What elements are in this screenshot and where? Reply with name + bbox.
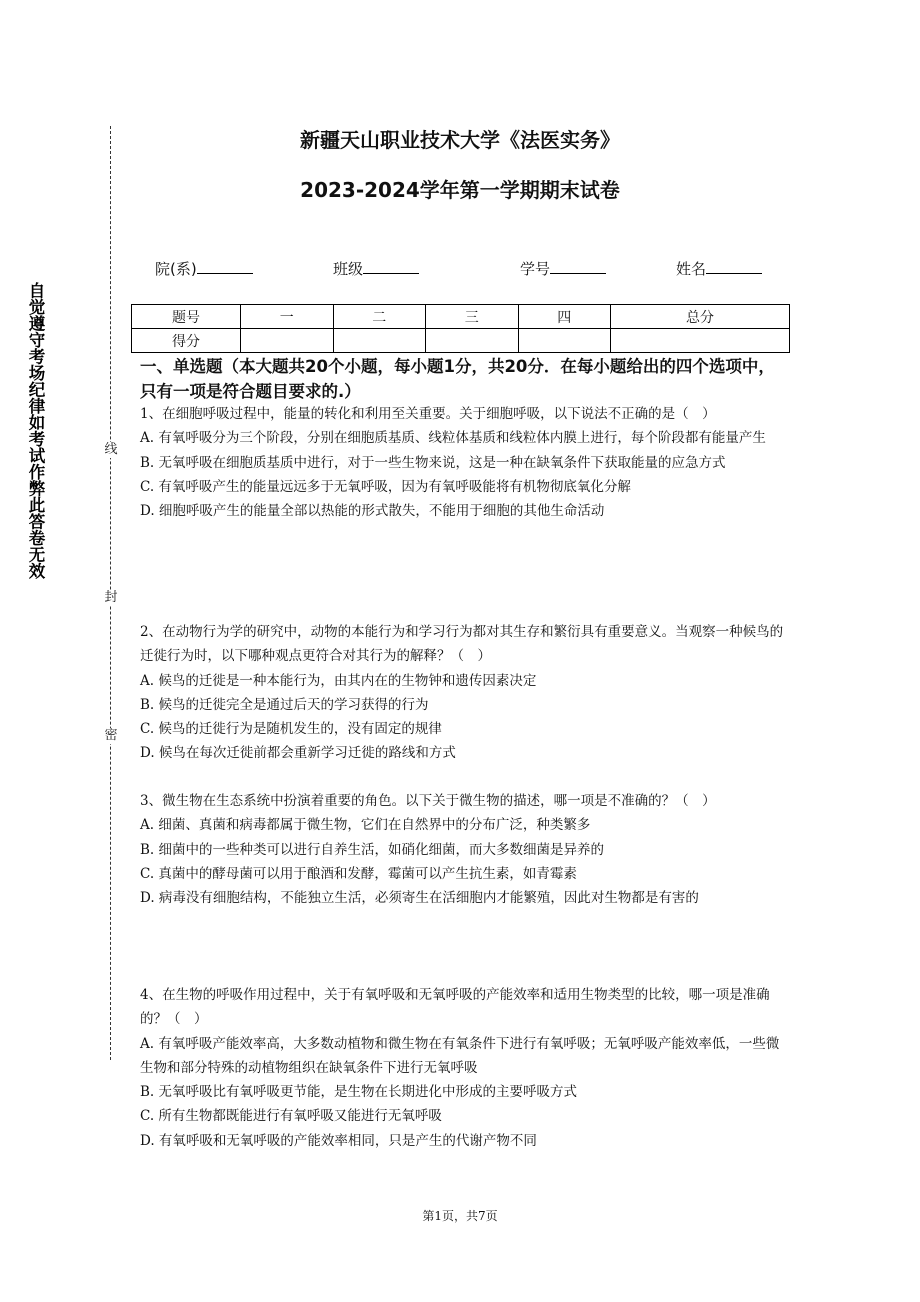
question-option: B. 细菌中的一些种类可以进行自养生活，如硝化细菌，而大多数细菌是异养的 bbox=[140, 841, 605, 858]
seal-mark-seal: 封 bbox=[102, 590, 120, 606]
score-cell[interactable] bbox=[241, 329, 334, 353]
class-field: 班级 bbox=[333, 258, 419, 279]
seal-mark-secret: 密 bbox=[102, 728, 120, 744]
question-option: A. 候鸟的迁徙是一种本能行为，由其内在的生物钟和遗传因素决定 bbox=[140, 672, 537, 689]
exam-title-line2: 2023-2024学年第一学期期末试卷 bbox=[300, 178, 620, 202]
score-header-cell: 一 bbox=[241, 305, 334, 329]
name-blank[interactable] bbox=[706, 259, 762, 274]
score-table bbox=[131, 304, 790, 353]
question-stem: 4、在生物的呼吸作用过程中，关于有氧呼吸和无氧呼吸的产能效率和适用生物类型的比较，哪一项是准确的？（ ） bbox=[140, 987, 770, 1028]
question-option: B. 无氧呼吸比有氧呼吸更节能，是生物在长期进化中形成的主要呼吸方式 bbox=[140, 1084, 578, 1101]
question-option: C. 候鸟的迁徙行为是随机发生的，没有固定的规律 bbox=[140, 721, 442, 738]
name-field: 姓名 bbox=[676, 258, 762, 279]
question-3 bbox=[140, 789, 788, 910]
student-id-blank[interactable] bbox=[550, 259, 606, 274]
question-option: D. 候鸟在每次迁徙前都会重新学习迁徙的路线和方式 bbox=[140, 745, 456, 762]
question-option: B. 候鸟的迁徙完全是通过后天的学习获得的行为 bbox=[140, 696, 429, 713]
question-option: D. 细胞呼吸产生的能量全部以热能的形式散失，不能用于细胞的其他生命活动 bbox=[140, 503, 605, 520]
score-table-score-row bbox=[132, 329, 790, 353]
question-option: D. 病毒没有细胞结构，不能独立生活，必须寄生在活细胞内才能繁殖，因此对生物都是有害的 bbox=[140, 890, 699, 907]
question-1 bbox=[140, 402, 788, 523]
question-option: C. 真菌中的酵母菌可以用于酿酒和发酵，霉菌可以产生抗生素，如青霉素 bbox=[140, 865, 577, 882]
question-option: C. 所有生物都既能进行有氧呼吸又能进行无氧呼吸 bbox=[140, 1108, 442, 1125]
page-footer: 第1页，共7页 bbox=[422, 1209, 498, 1223]
score-header-cell: 总分 bbox=[611, 305, 790, 329]
department-field: 院(系) bbox=[155, 258, 253, 279]
score-row-label: 得分 bbox=[132, 329, 241, 353]
score-header-cell: 二 bbox=[333, 305, 426, 329]
question-stem: 3、微生物在生态系统中扮演着重要的角色。以下关于微生物的描述，哪一项是不准确的？（ ） bbox=[140, 793, 716, 809]
department-blank[interactable] bbox=[197, 259, 253, 274]
question-option: C. 有氧呼吸产生的能量远远多于无氧呼吸，因为有氧呼吸能将有机物彻底氧化分解 bbox=[140, 478, 631, 495]
score-cell[interactable] bbox=[611, 329, 790, 353]
student-id-field: 学号 bbox=[520, 258, 606, 279]
seal-mark-line: 线 bbox=[102, 442, 120, 458]
score-header-cell: 三 bbox=[426, 305, 519, 329]
question-4 bbox=[140, 983, 788, 1153]
question-option: B. 无氧呼吸在细胞质基质中进行，对于一些生物来说，这是一种在缺氧条件下获取能量的应急方式 bbox=[140, 454, 726, 471]
score-cell[interactable] bbox=[518, 329, 611, 353]
question-option: A. 有氧呼吸分为三个阶段，分别在细胞质基质、线粒体基质和线粒体内膜上进行，每个阶段都有能量产生 bbox=[140, 430, 766, 447]
score-cell[interactable] bbox=[426, 329, 519, 353]
class-blank[interactable] bbox=[363, 259, 419, 274]
exam-title-line1: 新疆天山职业技术大学《法医实务》 bbox=[300, 128, 620, 152]
section-heading: 一、单选题（本大题共20个小题，每小题1分，共20分．在每小题给出的四个选项中，只有一项是符合题目要求的.） bbox=[140, 357, 775, 401]
question-option: A. 细菌、真菌和病毒都属于微生物，它们在自然界中的分布广泛，种类繁多 bbox=[140, 817, 591, 834]
question-2 bbox=[140, 620, 788, 766]
score-cell[interactable] bbox=[333, 329, 426, 353]
exam-discipline-notice: 自觉遵守考场纪律如考试作弊此答卷无效 bbox=[26, 282, 45, 579]
score-header-cell: 题号 bbox=[132, 305, 241, 329]
score-header-cell: 四 bbox=[518, 305, 611, 329]
question-option: A. 有氧呼吸产能效率高，大多数动植物和微生物在有氧条件下进行有氧呼吸；无氧呼吸产能效率低，一些微生物和部分特殊的动植物组织在缺氧条件下进行无氧呼吸 bbox=[140, 1035, 780, 1076]
question-option: D. 有氧呼吸和无氧呼吸的产能效率相同，只是产生的代谢产物不同 bbox=[140, 1132, 537, 1149]
question-stem: 2、在动物行为学的研究中，动物的本能行为和学习行为都对其生存和繁衍具有重要意义。当观察一种候鸟的迁徙行为时，以下哪种观点更符合对其行为的解释？（ ） bbox=[140, 624, 784, 665]
question-stem: 1、在细胞呼吸过程中，能量的转化和利用至关重要。关于细胞呼吸，以下说法不正确的是（ ） bbox=[140, 406, 716, 422]
score-table-header-row bbox=[132, 305, 790, 329]
